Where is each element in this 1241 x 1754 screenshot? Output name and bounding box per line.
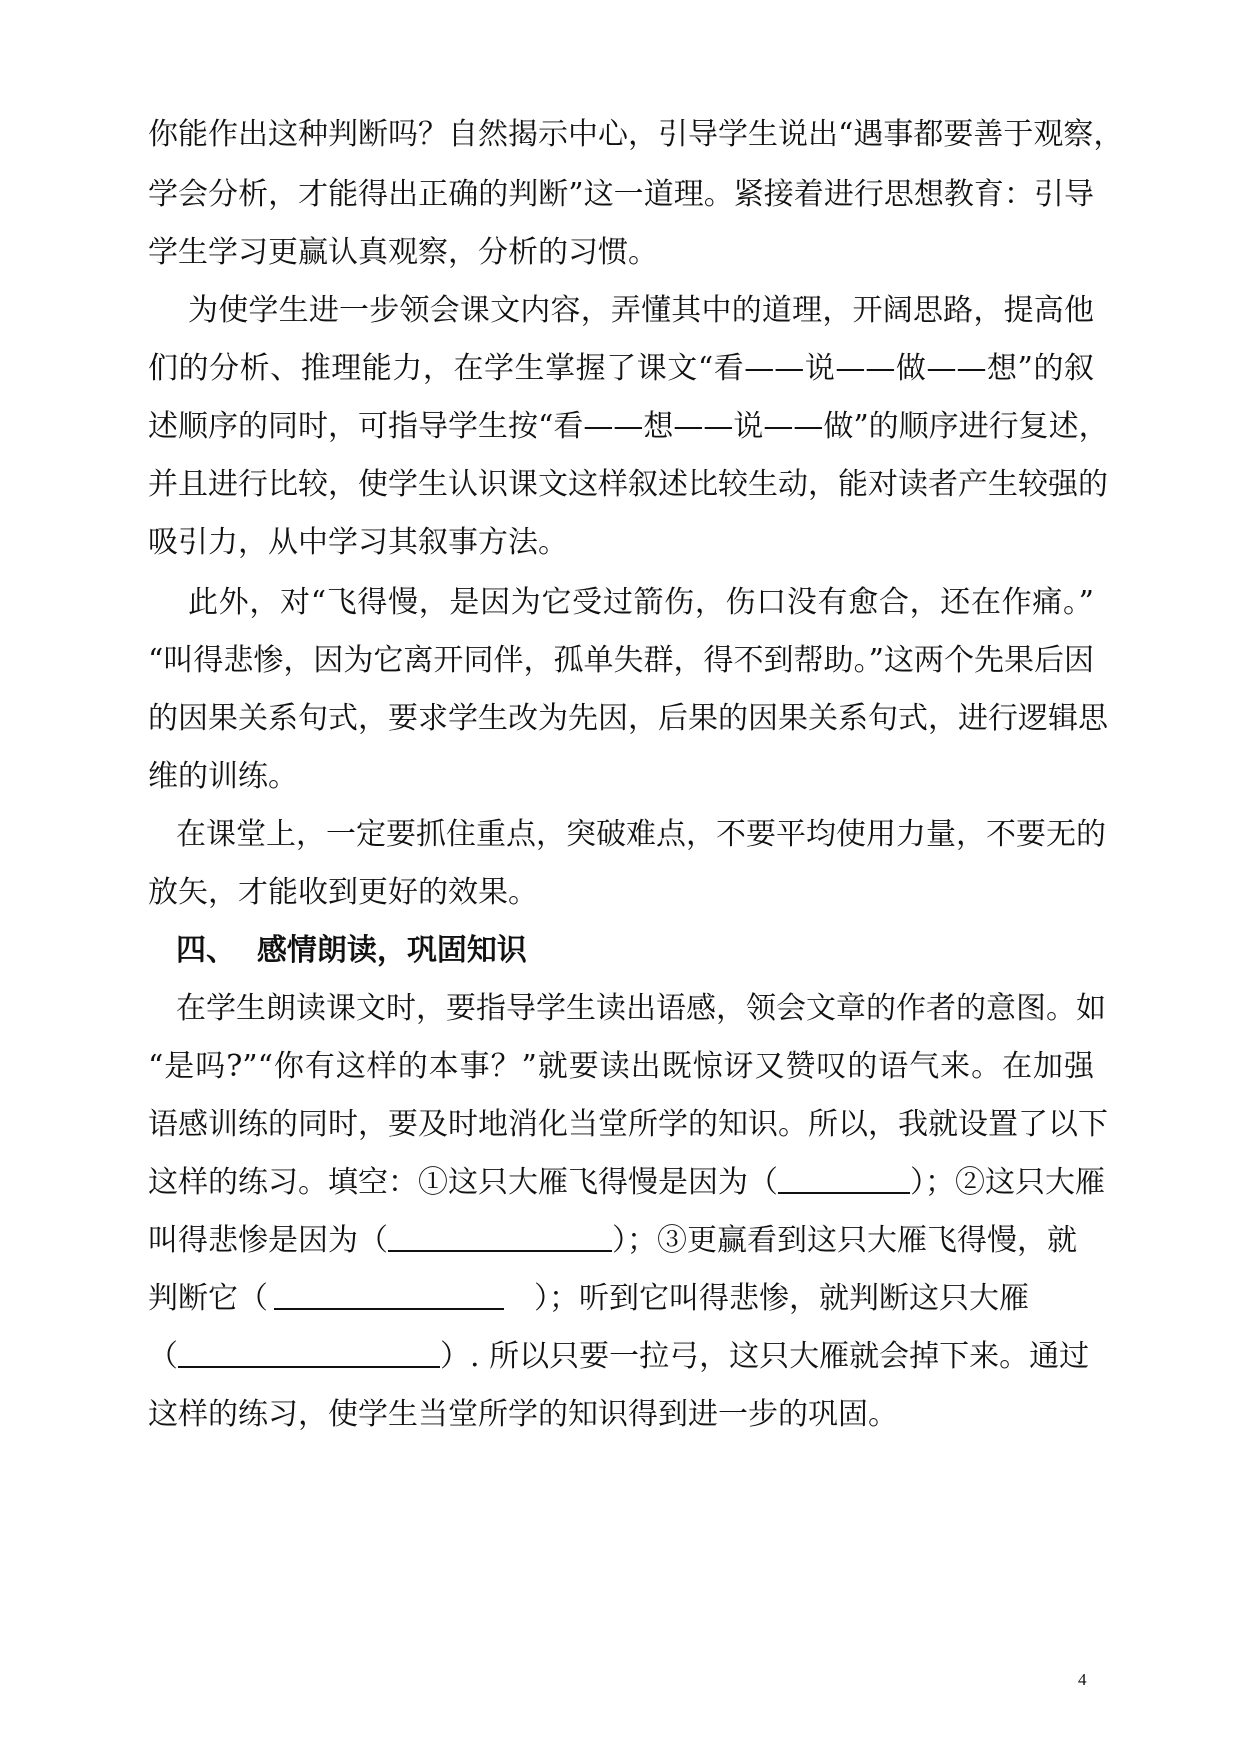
- body-line: 你能作出这种判断吗？自然揭示中心，引导学生说出“遇事都要善于观察，: [148, 117, 1124, 152]
- page-number: 4: [1078, 1670, 1087, 1689]
- body-line: 维的训练。: [148, 759, 298, 794]
- body-line: 为使学生进一步领会课文内容，弄懂其中的道理，开阔思路，提高他: [188, 293, 1094, 328]
- blank-field[interactable]: [388, 1226, 612, 1252]
- body-line: 此外，对“飞得慢，是因为它受过箭伤，伤口没有愈合，还在作痛。”: [188, 585, 1094, 620]
- body-line: 在学生朗读课文时，要指导学生读出语感，领会文章的作者的意图。如: [176, 991, 1106, 1026]
- body-line: 学会分析，才能得出正确的判断”这一道理。紧接着进行思想教育：引导: [148, 177, 1094, 212]
- body-line: 放矢，才能收到更好的效果。: [148, 875, 538, 910]
- body-line: 学生学习更赢认真观察，分析的习惯。: [148, 235, 658, 270]
- fill-in-line: [148, 1339, 1094, 1374]
- body-line: 在课堂上，一定要抓住重点，突破难点，不要平均使用力量，不要无的: [176, 817, 1106, 852]
- fill-in-line: [148, 1165, 1105, 1200]
- body-line: 的因果关系句式，要求学生改为先因，后果的因果关系句式，进行逻辑思: [148, 701, 1108, 736]
- body-text: ）；②这只大雁: [910, 1165, 1105, 1200]
- body-line: 语感训练的同时，要及时地消化当堂所学的知识。所以，我就设置了以下: [148, 1107, 1108, 1142]
- body-line: 吸引力，从中学习其叙事方法。: [148, 525, 568, 560]
- body-line: “叫得悲惨，因为它离开同伴，孤单失群，得不到帮助。”这两个先果后因: [148, 643, 1094, 678]
- blank-field[interactable]: [178, 1342, 440, 1368]
- body-text: ）；听到它叫得悲惨，就判断这只大雁: [534, 1281, 1029, 1316]
- body-text: ）；③更赢看到这只大雁飞得慢，就: [612, 1223, 1077, 1258]
- body-line: “是吗?”“你有这样的本事？”就要读出既惊讶又赞叹的语气来。在加强: [148, 1049, 1094, 1084]
- body-text: （: [148, 1339, 178, 1374]
- body-text: 判断它（: [148, 1281, 268, 1316]
- body-text: 这样的练习。填空：①这只大雁飞得慢是因为（: [148, 1165, 778, 1200]
- body-text: ）. 所以只要一拉弓，这只大雁就会掉下来。通过: [440, 1339, 1090, 1374]
- body-line: 并且进行比较，使学生认识课文这样叙述比较生动，能对读者产生较强的: [148, 467, 1108, 502]
- body-text: 叫得悲惨是因为（: [148, 1223, 388, 1258]
- body-line: 们的分析、推理能力，在学生掌握了课文“看——说——做——想”的叙: [148, 351, 1094, 386]
- body-line: 述顺序的同时，可指导学生按“看——想——说——做”的顺序进行复述，: [148, 409, 1109, 444]
- blank-field[interactable]: [778, 1168, 910, 1194]
- section-heading: 四、 感情朗读，巩固知识: [176, 933, 527, 968]
- blank-field[interactable]: [274, 1284, 504, 1310]
- body-line: 这样的练习，使学生当堂所学的知识得到进一步的巩固。: [148, 1397, 898, 1432]
- fill-in-line: [148, 1223, 1094, 1258]
- fill-in-line: [148, 1281, 1094, 1316]
